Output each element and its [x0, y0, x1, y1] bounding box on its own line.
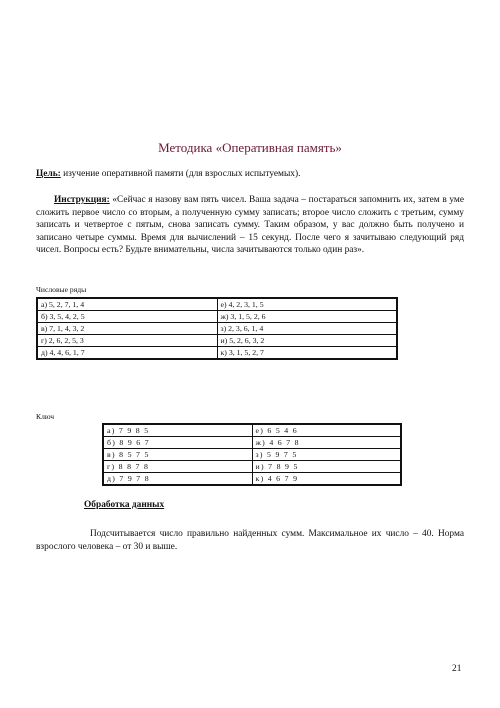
table-cell: и) 5, 2, 6, 3, 2: [217, 335, 397, 347]
table-cell: к) 4 6 7 9: [252, 473, 401, 486]
goal-text: изучение оперативной памяти (для взрослых испытуемых).: [60, 169, 301, 179]
table-cell: ж) 3, 1, 5, 2, 6: [217, 311, 397, 323]
key-caption: Ключ: [36, 412, 55, 421]
instruction-text: «Сейчас я назову вам пять чисел. Ваша задача – постараться запомнить их, затем в уме сложить первое число со вторым, а полученную сумму записать; второе число сложить с третьим, сумму записать и четвертое с пятым, снова записать сумму. Таким образом, у вас должно быть получено и записано четыре суммы. Время для вычислений – 15 секунд. После чего я зачитываю следующий ряд чисел. Вопросы есть? Будьте внимательны, числа зачитываются только один раз».: [36, 195, 464, 255]
instruction-label: Инструкция:: [54, 195, 110, 205]
table-row: [103, 424, 401, 437]
table-cell: д) 4, 4, 6, 1, 7: [37, 347, 217, 360]
table-cell: и) 7 8 9 5: [252, 461, 401, 473]
table-row: [37, 311, 397, 323]
table-cell: е) 6 5 4 6: [252, 424, 401, 437]
table-row: [103, 437, 401, 449]
table-cell: в) 8 5 7 5: [103, 449, 252, 461]
table-cell: д) 7 9 7 8: [103, 473, 252, 486]
table-row: [103, 473, 401, 486]
table-cell: а) 5, 2, 7, 1, 4: [37, 298, 217, 311]
goal-paragraph: [36, 168, 464, 181]
table-cell: з) 5 9 7 5: [252, 449, 401, 461]
table-cell: в) 7, 1, 4, 3, 2: [37, 323, 217, 335]
key-table: [102, 423, 402, 486]
table-row: [103, 449, 401, 461]
table-cell: б) 3, 5, 4, 2, 5: [37, 311, 217, 323]
table-cell: е) 4, 2, 3, 1, 5: [217, 298, 397, 311]
number-rows-caption: Числовые ряды: [36, 285, 87, 294]
table-cell: з) 2, 3, 6, 1, 4: [217, 323, 397, 335]
table-cell: к) 3, 1, 5, 2, 7: [217, 347, 397, 360]
instruction-paragraph: [36, 194, 464, 257]
goal-label: Цель:: [36, 169, 61, 179]
table-row: [37, 347, 397, 360]
page-number: 21: [452, 664, 462, 674]
table-cell: а) 7 9 8 5: [103, 424, 252, 437]
processing-heading: Обработка данных: [84, 500, 165, 510]
table-row: [37, 323, 397, 335]
processing-paragraph: Подсчитывается число правильно найденных сумм. Максимальное их число – 40. Норма взрослого человека – от 30 и выше.: [36, 529, 464, 552]
table-cell: ж) 4 6 7 8: [252, 437, 401, 449]
table-row: [103, 461, 401, 473]
table-cell: б) 8 9 6 7: [103, 437, 252, 449]
page-title: Методика «Оперативная память»: [158, 140, 342, 155]
number-rows-table: [36, 297, 398, 360]
table-cell: г) 2, 6, 2, 5, 3: [37, 335, 217, 347]
table-cell: г) 8 8 7 8: [103, 461, 252, 473]
table-row: [37, 298, 397, 311]
table-row: [37, 335, 397, 347]
